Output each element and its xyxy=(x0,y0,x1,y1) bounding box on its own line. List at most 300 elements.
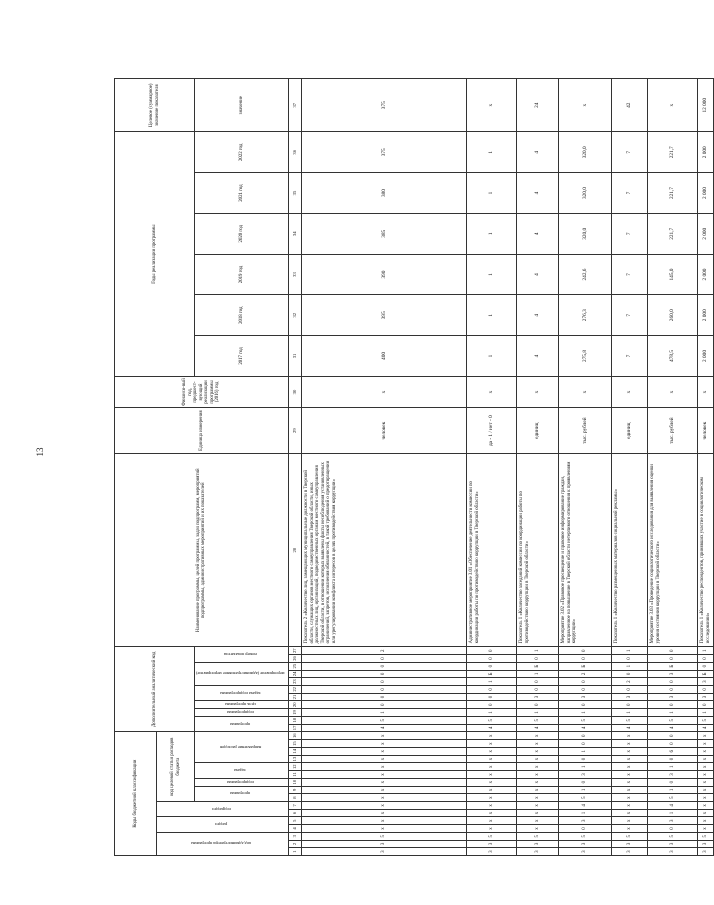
column-number-cell: 16 xyxy=(288,732,301,740)
code-cell: х xyxy=(516,809,558,817)
code-cell: 1 xyxy=(516,647,558,655)
target-value-cell: х xyxy=(466,79,516,132)
table-row xyxy=(697,79,713,856)
column-number-cell: 23 xyxy=(288,678,301,686)
year-value-cell: 4 xyxy=(516,173,558,214)
code-cell: 0 xyxy=(558,755,611,763)
table-row xyxy=(301,79,466,856)
code-cell: х xyxy=(516,786,558,794)
year-header: 2018 год xyxy=(195,295,289,336)
page-number: 13 xyxy=(35,447,45,457)
year-value-cell: 2 000 xyxy=(697,213,713,254)
year-value-cell: 276,3 xyxy=(558,295,611,336)
code-cell: х xyxy=(466,747,516,755)
column-number-cell: 24 xyxy=(288,670,301,678)
code-cell: 0 xyxy=(466,701,516,709)
year-value-cell: 320,0 xyxy=(558,213,611,254)
unit-cell: тыс. рублей xyxy=(558,408,611,454)
column-number-cell: 28 xyxy=(288,454,301,647)
code-cell: 5 xyxy=(558,794,611,802)
column-number-cell: 9 xyxy=(288,786,301,794)
column-number-cell: 17 xyxy=(288,724,301,732)
code-cell: х xyxy=(466,771,516,779)
year-value-cell: 242,6 xyxy=(558,254,611,295)
code-cell: 3 xyxy=(516,693,558,701)
code-cell: 0 xyxy=(647,647,697,655)
code-cell: х xyxy=(301,747,466,755)
column-number-cell: 25 xyxy=(288,662,301,670)
year-value-cell: 7 xyxy=(611,254,647,295)
code-cell: 0 xyxy=(301,701,466,709)
indicator-name-cell: Административное мероприятие 3.01 «Обеспечение деятельности комиссии по координации работы по противодействию коррупции в Тверской области» xyxy=(466,454,516,647)
code-cell: 0 xyxy=(516,655,558,663)
year-value-cell: 390 xyxy=(301,254,466,295)
code-cell: 1 xyxy=(466,709,516,717)
column-number-cell: 26 xyxy=(288,655,301,663)
code-cell: х xyxy=(697,732,713,740)
code-cell: 0 xyxy=(647,685,697,693)
column-number-cell: 33 xyxy=(288,254,301,295)
code-header-task: задача xyxy=(195,763,289,778)
code-cell: 2 xyxy=(301,647,466,655)
column-number-cell: 21 xyxy=(288,693,301,701)
code-cell: 0 xyxy=(301,655,466,663)
year-value-cell: 1 xyxy=(466,132,516,173)
code-header-section: раздел xyxy=(157,817,289,832)
code-cell: 0 xyxy=(558,685,611,693)
code-cell: 3 xyxy=(697,848,713,856)
year-value-cell: 260,0 xyxy=(647,295,697,336)
year-value-cell: 275,8 xyxy=(558,336,611,377)
code-cell: 0 xyxy=(301,693,466,701)
code-cell: 2 xyxy=(558,670,611,678)
code-cell: 3 xyxy=(697,693,713,701)
year-value-cell: 4 xyxy=(516,295,558,336)
code-cell: 0 xyxy=(697,655,713,663)
column-number-cell: 10 xyxy=(288,778,301,786)
code-cell: х xyxy=(611,801,647,809)
code-cell: х xyxy=(516,771,558,779)
code-cell: 3 xyxy=(611,848,647,856)
target-value-header: значение xyxy=(195,79,289,132)
unit-cell: единиц xyxy=(516,408,558,454)
code-cell: х xyxy=(611,825,647,833)
code-cell: 0 xyxy=(466,647,516,655)
code-header-program-goal: цель программы xyxy=(195,701,289,709)
code-cell: х xyxy=(466,817,516,825)
code-cell: 0 xyxy=(516,678,558,686)
target-value-cell: 42 xyxy=(611,79,647,132)
code-cell: х xyxy=(516,778,558,786)
year-value-cell: 1 xyxy=(466,295,516,336)
code-cell: х xyxy=(697,771,713,779)
code-cell: х xyxy=(301,732,466,740)
column-number-cell: 22 xyxy=(288,685,301,693)
code-cell: х xyxy=(516,732,558,740)
year-value-cell: 1 xyxy=(466,213,516,254)
code-cell: 3 xyxy=(301,840,466,848)
code-cell: 0 xyxy=(301,685,466,693)
year-value-cell: 4 xyxy=(516,213,558,254)
code-cell: х xyxy=(301,771,466,779)
target-value-cell: 24 xyxy=(516,79,558,132)
years-group-header: Годы реализации программы xyxy=(115,132,195,376)
indicator-name-cell: Показатель 2 «Количество лиц, замещающих муниципальные должности в Тверской области, служащих органов местного самоуправления Тверской области, иных должностных лиц, организаций, подведомственных органам местного самоуправления Тверской области, в отношении которых выявлены факты несоблюдения установленных ограничений, запретов, исполнения обязанностей, в такой требований о предотвращении или урегулировании конфликта интересов в целях противодействия коррупции» xyxy=(301,454,466,647)
code-cell: 3 xyxy=(647,840,697,848)
unit-cell: человек xyxy=(697,408,713,454)
year-value-cell: 2 000 xyxy=(697,173,713,214)
year-value-cell: 1 xyxy=(466,336,516,377)
name-column-header: Наименование программы, целей программы, задач подпрограмм, мероприятий подпрограммы, административных мероприятий и их показателей xyxy=(115,454,289,647)
indicator-name-cell: Мероприятие 3.02 «Правовое просвещение и правовое информирование граждан, направленное на повышение в Тверской области нетерпимого отношения к проявлениям коррупции» xyxy=(558,454,611,647)
program-indicators-table xyxy=(114,78,714,856)
code-cell: 0 xyxy=(558,647,611,655)
code-cell: х xyxy=(466,794,516,802)
code-header-indicator-number: номер показателя xyxy=(195,647,289,662)
code-cell: х xyxy=(611,732,647,740)
column-number-cell: 19 xyxy=(288,709,301,717)
code-cell: 5 xyxy=(301,832,466,840)
column-number-cell: 12 xyxy=(288,763,301,771)
code-cell: 3 xyxy=(466,848,516,856)
finance-year-cell: х xyxy=(697,376,713,407)
finance-year-cell: х xyxy=(301,376,466,407)
year-value-cell: 4 xyxy=(516,336,558,377)
code-cell: 0 xyxy=(558,740,611,748)
target-group-header: Целевое (суммарное) значение показателя xyxy=(115,79,195,132)
year-value-cell: 4 xyxy=(516,132,558,173)
code-cell: 0 xyxy=(647,740,697,748)
code-cell: 0 xyxy=(647,732,697,740)
code-cell: х xyxy=(516,747,558,755)
code-cell: 0 xyxy=(647,655,697,663)
code-cell: х xyxy=(697,747,713,755)
code-cell: 0 xyxy=(611,701,647,709)
code-cell: 1 xyxy=(558,763,611,771)
year-value-cell: 395 xyxy=(301,295,466,336)
program-table-sheet xyxy=(114,78,711,856)
unit-cell: человек xyxy=(301,408,466,454)
year-value-cell: 7 xyxy=(611,173,647,214)
year-header: 2021 год xyxy=(195,173,289,214)
year-value-cell: 375 xyxy=(301,132,466,173)
code-cell: х xyxy=(611,763,647,771)
column-number-cell: 36 xyxy=(288,132,301,173)
code-cell: Б xyxy=(466,670,516,678)
code-cell: 6 xyxy=(647,747,697,755)
column-number-cell: 7 xyxy=(288,801,301,809)
code-cell: 3 xyxy=(647,771,697,779)
code-cell: Б xyxy=(697,670,713,678)
code-header-expense-direction: направление расходов xyxy=(195,732,289,763)
column-number-cell: 34 xyxy=(288,213,301,254)
code-cell: х xyxy=(697,786,713,794)
code-cell: 5 xyxy=(516,832,558,840)
code-cell: 0 xyxy=(301,678,466,686)
code-cell: 1 xyxy=(466,678,516,686)
code-cell: х xyxy=(301,778,466,786)
code-cell: 1 xyxy=(558,809,611,817)
code-cell: 3 xyxy=(558,817,611,825)
year-header: 2020 год xyxy=(195,213,289,254)
code-cell: Б xyxy=(558,662,611,670)
code-cell: 5 xyxy=(647,794,697,802)
code-cell: х xyxy=(697,778,713,786)
code-cell: 0 xyxy=(697,662,713,670)
column-number-cell: 3 xyxy=(288,832,301,840)
column-number-cell: 1 xyxy=(288,848,301,856)
code-cell: 4 xyxy=(697,724,713,732)
code-cell: 4 xyxy=(301,724,466,732)
code-cell: 3 xyxy=(611,840,647,848)
code-header-subsection: подраздел xyxy=(157,801,289,816)
code-cell: 4 xyxy=(647,724,697,732)
code-cell: 5 xyxy=(558,716,611,724)
code-cell: 5 xyxy=(697,716,713,724)
code-cell: 3 xyxy=(516,848,558,856)
year-value-cell: 320,0 xyxy=(558,132,611,173)
column-number-cell: 32 xyxy=(288,295,301,336)
code-cell: х xyxy=(301,794,466,802)
code-cell: 0 xyxy=(697,685,713,693)
year-value-cell: 7 xyxy=(611,213,647,254)
finance-year-cell: х xyxy=(516,376,558,407)
code-cell: 4 xyxy=(466,724,516,732)
finance-year-cell: х xyxy=(558,376,611,407)
code-cell: 0 xyxy=(466,693,516,701)
code-cell: х xyxy=(466,740,516,748)
year-value-cell: 7 xyxy=(611,295,647,336)
column-number-cell: 5 xyxy=(288,817,301,825)
code-cell: 0 xyxy=(558,655,611,663)
target-value-cell: х xyxy=(558,79,611,132)
code-cell: 0 xyxy=(647,825,697,833)
column-number-cell: 29 xyxy=(288,408,301,454)
year-value-cell: 478,5 xyxy=(647,336,697,377)
code-cell: 3 xyxy=(611,693,647,701)
code-cell: 1 xyxy=(647,763,697,771)
year-value-cell: 1 xyxy=(466,173,516,214)
code-cell: х xyxy=(516,740,558,748)
code-cell: 3 xyxy=(647,670,697,678)
code-cell: х xyxy=(466,786,516,794)
column-number-cell: 37 xyxy=(288,79,301,132)
code-cell: 0 xyxy=(647,755,697,763)
budget-codes-group-header: Коды бюджетной классификации xyxy=(115,732,157,856)
column-number-cell: 31 xyxy=(288,336,301,377)
column-number-cell: 13 xyxy=(288,755,301,763)
code-cell: х xyxy=(611,747,647,755)
column-number-row xyxy=(288,79,301,856)
code-cell: х xyxy=(466,763,516,771)
target-value-cell: 375 xyxy=(301,79,466,132)
code-cell: х xyxy=(516,763,558,771)
code-cell: 3 xyxy=(558,693,611,701)
code-cell: х xyxy=(516,801,558,809)
code-header-activity: мероприятие (административное мероприятие) xyxy=(195,662,289,685)
code-cell: 3 xyxy=(647,693,697,701)
code-cell: х xyxy=(697,763,713,771)
code-cell: 3 xyxy=(301,848,466,856)
code-cell: х xyxy=(697,740,713,748)
code-cell: х xyxy=(466,755,516,763)
indicator-name-cell: Показатель 1 «Количество размещенных материалов социальной рекламы» xyxy=(611,454,647,647)
column-number-cell: 27 xyxy=(288,647,301,655)
unit-cell: единиц xyxy=(611,408,647,454)
code-cell: 1 xyxy=(611,709,647,717)
unit-column-header: Единица измерения xyxy=(115,408,289,454)
code-cell: х xyxy=(516,817,558,825)
code-cell: 3 xyxy=(558,771,611,779)
code-cell: 3 xyxy=(647,848,697,856)
code-cell: 4 xyxy=(558,724,611,732)
code-cell: 0 xyxy=(611,655,647,663)
year-value-cell: 400 xyxy=(301,336,466,377)
code-cell: 0 xyxy=(558,701,611,709)
column-number-cell: 8 xyxy=(288,794,301,802)
code-cell: 1 xyxy=(516,670,558,678)
year-header: 2017 год xyxy=(195,336,289,377)
code-cell: 0 xyxy=(466,662,516,670)
code-cell: 5 xyxy=(466,716,516,724)
code-cell: х xyxy=(611,786,647,794)
column-number-cell: 30 xyxy=(288,376,301,407)
column-number-cell: 6 xyxy=(288,809,301,817)
code-cell: х xyxy=(301,809,466,817)
code-cell: 1 xyxy=(647,809,697,817)
year-value-cell: 320,0 xyxy=(558,173,611,214)
code-cell: 1 xyxy=(647,709,697,717)
extra-analytic-code-group-header: Дополнительный аналитический код xyxy=(115,647,195,732)
column-number-cell: 4 xyxy=(288,825,301,833)
column-number-cell: 11 xyxy=(288,771,301,779)
code-cell: 1 xyxy=(697,647,713,655)
year-header: 2022 год xyxy=(195,132,289,173)
year-value-cell: 7 xyxy=(611,132,647,173)
code-cell: 0 xyxy=(466,685,516,693)
code-cell: 1 xyxy=(611,647,647,655)
code-cell: х xyxy=(611,755,647,763)
code-cell: 5 xyxy=(647,716,697,724)
code-cell: 3 xyxy=(647,817,697,825)
code-cell: 0 xyxy=(647,701,697,709)
code-cell: х xyxy=(301,740,466,748)
code-cell: 2 xyxy=(611,678,647,686)
code-cell: 0 xyxy=(647,678,697,686)
table-row xyxy=(516,79,558,856)
finance-year-cell: х xyxy=(647,376,697,407)
code-cell: 0 xyxy=(516,701,558,709)
code-cell: 5 xyxy=(301,716,466,724)
code-cell: х xyxy=(611,817,647,825)
code-cell: х xyxy=(466,732,516,740)
column-number-cell: 2 xyxy=(288,840,301,848)
table-row xyxy=(611,79,647,856)
code-cell: х xyxy=(611,771,647,779)
table-row xyxy=(466,79,516,856)
column-number-cell: 18 xyxy=(288,716,301,724)
code-cell: 1 xyxy=(697,709,713,717)
code-cell: х xyxy=(301,755,466,763)
code-cell: 5 xyxy=(558,832,611,840)
code-cell: 0 xyxy=(466,655,516,663)
code-cell: х xyxy=(301,801,466,809)
code-cell: х xyxy=(466,809,516,817)
code-header-subprogram-task: задача подпрограммы xyxy=(195,685,289,700)
code-cell: 1 xyxy=(558,709,611,717)
code-cell: х xyxy=(697,801,713,809)
code-cell: х xyxy=(301,825,466,833)
code-cell: 0 xyxy=(301,670,466,678)
year-value-cell: 221,7 xyxy=(647,213,697,254)
finance-year-cell: х xyxy=(466,376,516,407)
column-number-cell: 15 xyxy=(288,740,301,748)
code-cell: 5 xyxy=(611,716,647,724)
finance-year-column-header: Финансо-вый год, предшест-вующий реализации программы (2016) год xyxy=(115,376,289,407)
year-value-cell: 2 000 xyxy=(697,336,713,377)
code-cell: х xyxy=(697,794,713,802)
code-cell: 3 xyxy=(697,678,713,686)
finance-year-cell: х xyxy=(611,376,647,407)
code-cell: х xyxy=(466,825,516,833)
code-cell: 3 xyxy=(697,840,713,848)
code-header-admin: код администратора программы xyxy=(157,832,289,855)
year-value-cell: 1 xyxy=(466,254,516,295)
code-cell: 4 xyxy=(516,724,558,732)
column-number-cell: 14 xyxy=(288,747,301,755)
year-value-cell: 2 000 xyxy=(697,132,713,173)
code-cell: 1 xyxy=(516,709,558,717)
budget-expense-code-subheader: код целевой статьи расходов бюджета xyxy=(157,732,195,802)
target-value-cell: х xyxy=(647,79,697,132)
code-cell: 1 xyxy=(558,786,611,794)
code-cell: 5 xyxy=(611,832,647,840)
year-value-cell: 7 xyxy=(611,336,647,377)
code-cell: 3 xyxy=(516,840,558,848)
code-cell: 5 xyxy=(466,832,516,840)
code-cell: х xyxy=(697,809,713,817)
code-cell: 1 xyxy=(558,747,611,755)
code-cell: 5 xyxy=(697,832,713,840)
code-cell: 1 xyxy=(301,709,466,717)
code-cell: 0 xyxy=(301,662,466,670)
code-cell: х xyxy=(301,817,466,825)
code-cell: 0 xyxy=(611,685,647,693)
code-cell: х xyxy=(516,794,558,802)
code-cell: 1 xyxy=(611,662,647,670)
code-cell: 0 xyxy=(516,685,558,693)
code-cell: х xyxy=(466,778,516,786)
code-cell: х xyxy=(516,755,558,763)
column-number-cell: 20 xyxy=(288,701,301,709)
code-cell: х xyxy=(466,801,516,809)
code-cell: 0 xyxy=(558,678,611,686)
year-value-cell: 380 xyxy=(301,173,466,214)
table-row xyxy=(647,79,697,856)
code-cell: Б xyxy=(647,662,697,670)
column-number-cell: 35 xyxy=(288,173,301,214)
code-cell: 0 xyxy=(611,670,647,678)
year-value-cell: 221,7 xyxy=(647,173,697,214)
code-cell: Б xyxy=(516,662,558,670)
code-cell: х xyxy=(697,817,713,825)
code-cell: 3 xyxy=(466,840,516,848)
indicator-name-cell: Показатель 1 «Количество респондентов, принявших участие в социологическом исследовании» xyxy=(697,454,713,647)
code-cell: 0 xyxy=(558,732,611,740)
year-header: 2019 год xyxy=(195,254,289,295)
code-cell: 4 xyxy=(611,724,647,732)
code-cell: х xyxy=(301,786,466,794)
